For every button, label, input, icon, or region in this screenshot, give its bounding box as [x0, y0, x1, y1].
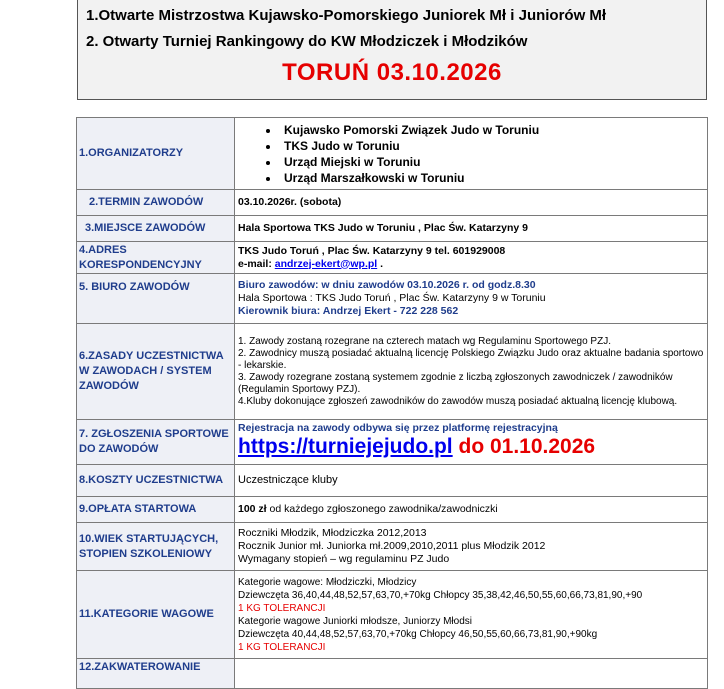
row-organizatorzy: [77, 118, 708, 190]
registration-deadline: do 01.10.2026: [452, 435, 596, 458]
row-oplata: [77, 497, 708, 523]
label-oplata: 9.OPŁATA STARTOWA: [77, 497, 235, 523]
value-zakwaterowanie: [235, 659, 708, 689]
label-zgloszenia: 7. ZGŁOSZENIA SPORTOWE DO ZAWODÓW: [77, 420, 235, 465]
zgloszenia-line: Rejestracja na zawody odbywa się przez platformę rejestracyjną: [238, 422, 558, 434]
label-termin: 2.TERMIN ZAWODÓW: [77, 190, 235, 216]
kategorie-line-5: Dziewczęta 40,44,48,52,57,63,70,+70kg Chłopcy 46,50,55,60,66,73,81,90,+90kg: [238, 628, 598, 640]
wiek-line-1: Roczniki Młodzik, Młodziczka 2012,2013: [238, 527, 427, 539]
label-koszty: 8.KOSZTY UCZESTNICTWA: [77, 465, 235, 497]
email-link[interactable]: andrzej-ekert@wp.pl: [274, 257, 378, 270]
label-organizatorzy: 1.ORGANIZATORZY: [77, 118, 235, 190]
registration-line: [238, 435, 707, 462]
value-wiek: [235, 523, 708, 571]
biuro-line-2: Hala Sportowa : TKS Judo Toruń , Plac Św. Katarzyny 9 w Toruniu: [238, 292, 546, 304]
wiek-line-3: Wymagany stopień – wg regulaminu PZ Judo: [238, 553, 450, 565]
organizer-item: • Urząd Miejski w Toruniu: [280, 154, 707, 170]
header-line-1: 1.Otwarte Mistrzostwa Kujawsko-Pomorskiego Juniorek Mł i Juniorów Mł: [86, 7, 607, 24]
email-suffix: .: [377, 257, 384, 270]
zasady-item: 2. Zawodnicy muszą posiadać aktualną licencję Polskiego Związku Judo oraz aktualne badania sportowo - lekarskie.: [238, 347, 704, 371]
kategorie-tolerance-1: 1 KG TOLERANCJI: [238, 602, 326, 614]
row-wiek: [77, 523, 708, 571]
row-miejsce: [77, 216, 708, 242]
value-kategorie: [235, 571, 708, 659]
row-adres: [77, 242, 708, 274]
value-zasady: [235, 324, 708, 420]
label-wiek: 10.WIEK STARTUJĄCYCH, STOPIEN SZKOLENIOWY: [77, 523, 235, 571]
biuro-line-1: Biuro zawodów: w dniu zawodów 03.10.2026 r. od godz.8.30: [238, 279, 536, 291]
kategorie-line-1: Kategorie wagowe: Młodziczki, Młodzicy: [238, 576, 417, 588]
wiek-line-2: Rocznik Junior mł. Juniorka mł.2009,2010,2011 plus Młodzik 2012: [238, 540, 546, 552]
header-line-2: 2. Otwarty Turniej Rankingowy do KW Młodziczek i Młodzików: [86, 33, 528, 50]
row-kategorie: [77, 571, 708, 659]
label-zasady: 6.ZASADY UCZESTNICTWA W ZAWODACH / SYSTEM ZAWODÓW: [77, 324, 235, 420]
label-zakwaterowanie: 12.ZAKWATEROWANIE: [77, 659, 235, 689]
label-miejsce: 3.MIEJSCE ZAWODÓW: [77, 216, 235, 242]
header-title-date: TORUŃ 03.10.2026: [282, 59, 502, 86]
row-koszty: [77, 465, 708, 497]
email-line: [238, 258, 707, 271]
row-zakwaterowanie: [77, 659, 708, 689]
address-line: TKS Judo Toruń , Plac Św. Katarzyny 9 tel. 601929008: [238, 244, 506, 257]
fee-description: od każdego zgłoszonego zawodnika/zawodniczki: [266, 503, 498, 515]
row-biuro: [77, 274, 708, 324]
registration-link[interactable]: https://turniejejudo.pl: [238, 435, 453, 458]
value-adres: [235, 242, 708, 274]
row-termin: [77, 190, 708, 216]
value-koszty: Uczestniczące kluby: [235, 465, 708, 497]
value-zgloszenia: [235, 420, 708, 465]
info-table: [76, 117, 708, 689]
label-kategorie: 11.KATEGORIE WAGOWE: [77, 571, 235, 659]
kategorie-line-2: Dziewczęta 36,40,44,48,52,57,63,70,+70kg Chłopcy 35,38,42,46,50,55,60,66,73,81,90,+90: [238, 589, 643, 601]
biuro-line-3: Kierownik biura: Andrzej Ekert - 722 228 562: [238, 305, 459, 317]
kategorie-line-4: Kategorie wagowe Juniorki młodsze, Juniorzy Młodsi: [238, 615, 472, 627]
organizer-item: • TKS Judo w Toruniu: [280, 138, 707, 154]
zasady-item: 1. Zawody zostaną rozegrane na czterech matach wg Regulaminu Sportowego PZJ.: [238, 335, 611, 347]
value-organizatorzy: [235, 118, 708, 190]
header-box: [77, 0, 707, 100]
fee-amount: 100 zł: [238, 503, 267, 515]
value-miejsce: Hala Sportowa TKS Judo w Toruniu , Plac Św. Katarzyny 9: [235, 216, 708, 242]
kategorie-tolerance-2: 1 KG TOLERANCJI: [238, 641, 326, 653]
zasady-item: 4.Kluby dokonujące zgłoszeń zawodników do zawodów muszą posiadać aktualną licencję klubową.: [238, 395, 678, 407]
organizers-list: [238, 122, 707, 186]
zasady-item: 3. Zawody rozegrane zostaną systemem zgodnie z liczbą zgłoszonych zawodniczek / zawodników (Regulamin Sportowy PZJ).: [238, 371, 673, 395]
value-termin: 03.10.2026r. (sobota): [235, 190, 708, 216]
value-biuro: [235, 274, 708, 324]
value-oplata: [235, 497, 708, 523]
row-zasady: [77, 324, 708, 420]
organizer-item: • Kujawsko Pomorski Związek Judo w Toruniu: [280, 122, 707, 138]
email-prefix: e-mail:: [238, 257, 275, 270]
label-biuro: 5. BIURO ZAWODÓW: [77, 274, 235, 324]
row-zgloszenia: [77, 420, 708, 465]
label-adres: 4.ADRES KORESPONDENCYJNY: [77, 242, 235, 274]
organizer-item: • Urząd Marszałkowski w Toruniu: [280, 170, 707, 186]
